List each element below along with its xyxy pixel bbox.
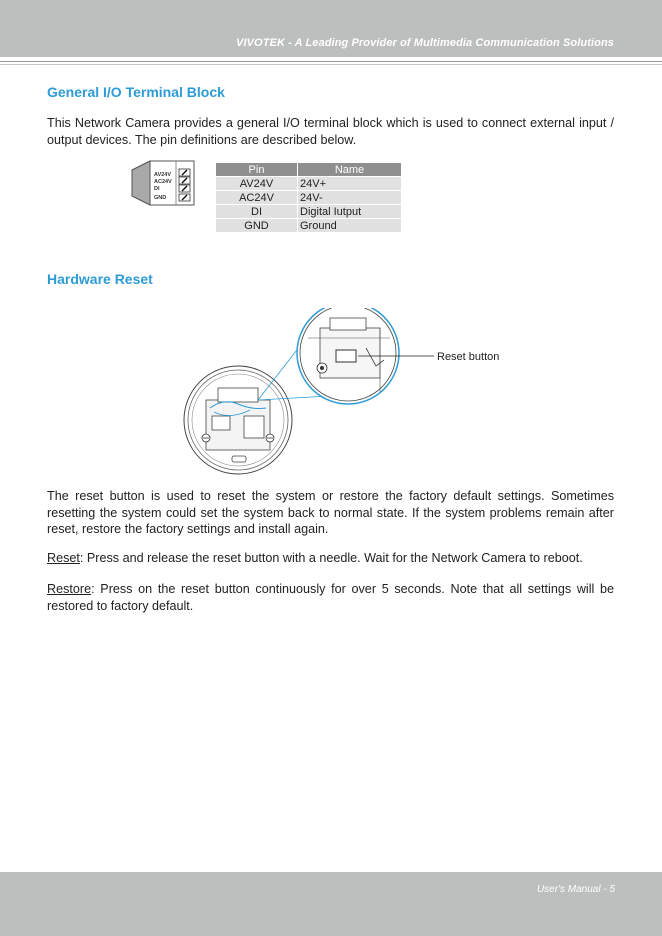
terminal-block-illustration — [128, 160, 196, 210]
page-footer — [0, 872, 662, 936]
table-row — [216, 205, 401, 218]
table-cell-pin: AV24V — [216, 177, 297, 190]
table-cell-pin: GND — [216, 219, 297, 232]
table-header-name: Name — [297, 163, 401, 176]
restore-instruction — [47, 581, 614, 614]
table-cell-name: Digital Iutput — [297, 205, 401, 218]
header-rule — [0, 61, 662, 62]
page-header — [0, 0, 662, 57]
terminal-label-av24v: AV24V — [154, 172, 172, 178]
camera-reset-illustration — [180, 308, 440, 478]
restore-term: Restore — [47, 582, 92, 596]
table-row — [216, 177, 401, 190]
terminal-label-gnd: GND — [154, 195, 167, 201]
table-header-row — [216, 163, 401, 176]
header-rule-light — [0, 64, 662, 65]
reset-description-paragraph: The reset button is used to reset the system or restore the factory default settings. Sometimes resetting the system could set the system back to normal state. If the system problems remain after reset, restore the factory settings and install again. — [47, 489, 614, 536]
terminal-label-di: DI — [154, 186, 160, 192]
reset-instruction-text: : Press and release the reset button with a needle. Wait for the Network Camera to reboot. — [79, 551, 583, 565]
table-header-pin: Pin — [216, 163, 297, 176]
reset-instruction — [47, 550, 614, 567]
restore-instruction-text: : Press on the reset button continuously for over 5 seconds. Note that all settings will be restored to factory default. — [47, 582, 614, 613]
header-tagline: VIVOTEK - A Leading Provider of Multimedia Communication Solutions — [236, 37, 614, 49]
table-cell-name: 24V+ — [297, 177, 401, 190]
reset-button-callout: Reset button — [437, 351, 500, 363]
io-intro-paragraph: This Network Camera provides a general I/O terminal block which is used to connect external input / output devices. The pin definitions are described below. — [47, 116, 614, 147]
reset-section-title: Hardware Reset — [47, 271, 153, 287]
table-cell-pin: AC24V — [216, 191, 297, 204]
terminal-label-ac24v: AC24V — [154, 179, 172, 185]
footer-page-label: User's Manual - 5 — [536, 884, 615, 895]
reset-term: Reset — [47, 551, 80, 565]
table-row — [216, 191, 401, 204]
pin-definition-table — [216, 162, 401, 233]
table-cell-pin: DI — [216, 205, 297, 218]
table-cell-name: 24V- — [297, 191, 401, 204]
table-row — [216, 219, 401, 232]
io-section-title: General I/O Terminal Block — [47, 84, 225, 100]
table-cell-name: Ground — [297, 219, 401, 232]
